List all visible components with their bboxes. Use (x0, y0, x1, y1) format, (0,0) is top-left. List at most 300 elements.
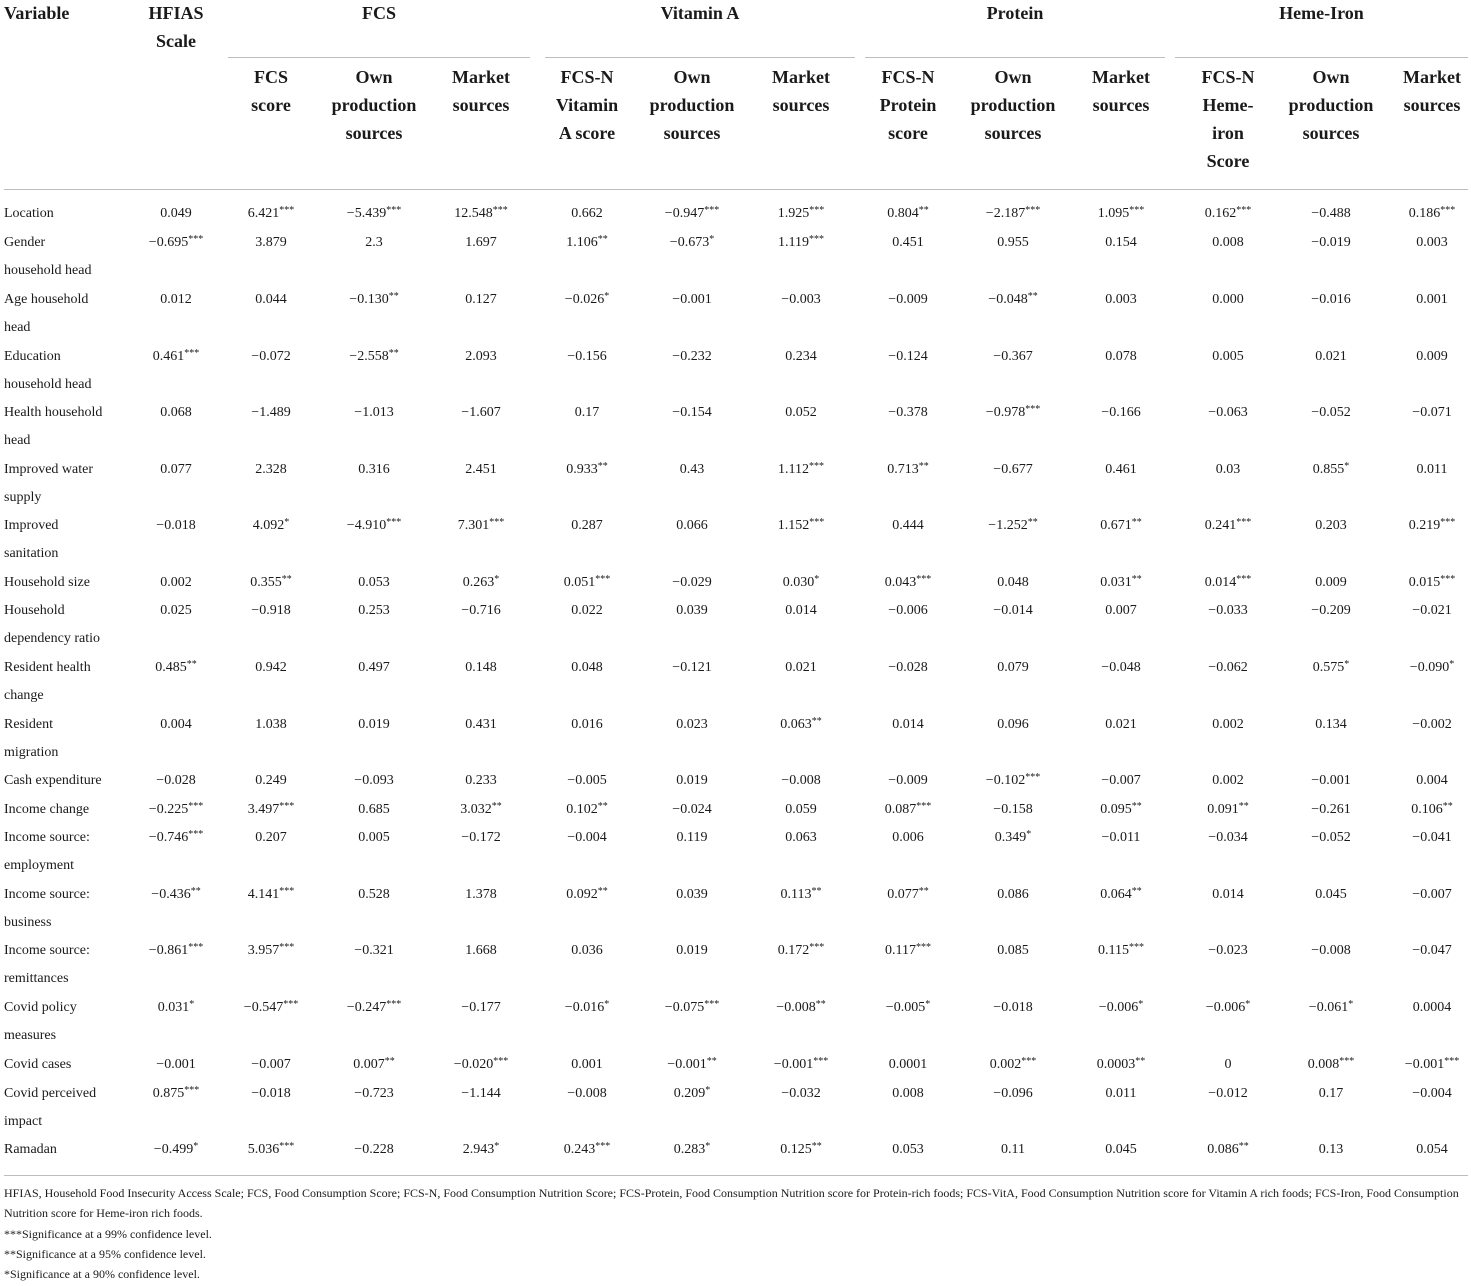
cell-value: 2.943 (462, 1142, 495, 1157)
cell-value: −0.232 (672, 349, 712, 364)
significance-stars: *** (1236, 574, 1252, 585)
table-cell (741, 200, 861, 229)
significance-stars: *** (1444, 1056, 1460, 1067)
cell-value: 0.162 (1204, 206, 1237, 221)
table-cell (953, 597, 1073, 625)
significance-stars: ** (706, 1056, 717, 1067)
table-cell (848, 937, 968, 966)
table-cell (1168, 711, 1288, 739)
significance-stars: *** (916, 574, 932, 585)
significance-stars: ** (388, 291, 399, 302)
table-cell (953, 512, 1073, 541)
cell-value: −0.072 (251, 349, 291, 364)
header-subcol-line: Own (355, 67, 393, 87)
cell-value: −0.488 (1311, 206, 1351, 221)
row-label (4, 229, 91, 285)
cell-value: 0.051 (563, 575, 596, 590)
cell-value: 0.015 (1408, 575, 1441, 590)
cell-value: 0.031 (157, 1000, 190, 1015)
header-subcol (213, 63, 329, 119)
significance-stars: ** (811, 1141, 822, 1152)
cell-value: 0.044 (255, 292, 287, 307)
table-cell (421, 399, 541, 427)
cell-value: 0.855 (1312, 462, 1345, 477)
row-label-line: impact (4, 1114, 43, 1129)
cell-value: −0.006 (1098, 1000, 1139, 1015)
table-cell (953, 1136, 1073, 1164)
table-cell (527, 1051, 647, 1079)
cell-value: 0.021 (1315, 349, 1347, 364)
cell-value: 0.241 (1204, 518, 1237, 533)
header-subcol-line: Market (452, 67, 510, 87)
table-cell (421, 200, 541, 229)
significance-stars: ** (190, 886, 201, 897)
table-cell (527, 229, 647, 258)
table-cell (741, 229, 861, 258)
row-label-line: employment (4, 858, 74, 873)
header-subcol-line: sources (345, 123, 403, 143)
cell-value: 0.066 (676, 518, 708, 533)
table-cell (421, 229, 541, 257)
table-cell (211, 569, 331, 598)
table-cell (1061, 569, 1181, 598)
cell-value: −0.918 (251, 603, 291, 618)
cell-value: 0.002 (989, 1057, 1022, 1072)
cell-value: −0.008 (776, 1000, 816, 1015)
cell-value: 0.086 (997, 887, 1029, 902)
cell-value: 0.0003 (1096, 1057, 1136, 1072)
table-cell (848, 654, 968, 682)
header-group-protein: Protein (986, 3, 1044, 23)
table-cell (741, 711, 861, 740)
cell-value: −0.047 (1412, 943, 1452, 958)
cell-value: −0.177 (461, 1000, 501, 1015)
cell-value: 0.263 (462, 575, 495, 590)
cell-value: 0.209 (673, 1086, 706, 1101)
header-subcol-line: Own (1312, 67, 1350, 87)
row-label-line: change (4, 688, 44, 703)
cell-value: 0.019 (676, 943, 708, 958)
cell-value: −0.673 (669, 235, 710, 250)
cell-value: 0.009 (1416, 349, 1448, 364)
cell-value: 0.079 (997, 660, 1029, 675)
significance-stars: *** (809, 942, 825, 953)
table-cell (632, 512, 752, 540)
cell-value: −0.048 (988, 292, 1028, 307)
cell-value: 0.008 (1212, 235, 1244, 250)
cell-value: 0.134 (1315, 717, 1347, 732)
significance-stars: *** (916, 801, 932, 812)
significance-stars: *** (1025, 205, 1041, 216)
cell-value: 5.036 (247, 1142, 280, 1157)
table-cell (421, 1051, 541, 1080)
header-subcol-line: score (888, 123, 928, 143)
cell-value: 0.063 (785, 830, 817, 845)
significance-stars: * (1026, 829, 1032, 840)
cell-value: −0.019 (1311, 235, 1351, 250)
row-label-line: Covid policy (4, 1000, 77, 1015)
significance-stars: ** (1238, 1141, 1249, 1152)
table-cell (421, 1136, 541, 1165)
cell-value: −0.023 (1208, 943, 1248, 958)
significance-stars: * (1344, 461, 1350, 472)
header-subcol-line: production (649, 95, 735, 115)
row-label-line: Covid cases (4, 1057, 72, 1072)
cell-value: 1.095 (1097, 206, 1130, 221)
cell-value: −2.187 (985, 206, 1026, 221)
significance-stars: *** (283, 999, 299, 1010)
table-cell (527, 286, 647, 315)
table-cell (1168, 767, 1288, 795)
significance-stars: *** (1236, 517, 1252, 528)
row-label-line: Location (4, 206, 54, 221)
cell-value: 0.006 (892, 830, 924, 845)
table-cell (741, 512, 861, 541)
cell-value: 0.287 (571, 518, 603, 533)
table-cell (527, 796, 647, 825)
table-cell (953, 569, 1073, 597)
header-subcol-line: sources (1092, 95, 1150, 115)
cell-value: −0.020 (453, 1057, 494, 1072)
table-cell (1061, 1051, 1181, 1080)
cell-value: 0.17 (1318, 1086, 1344, 1101)
table-cell (421, 343, 541, 371)
significance-stars: *** (386, 205, 402, 216)
row-label (4, 512, 58, 568)
cell-value: −0.166 (1101, 405, 1141, 420)
row-label (4, 937, 90, 993)
cell-value: 0.039 (676, 887, 708, 902)
significance-stars: * (709, 234, 715, 245)
cell-value: −0.009 (888, 773, 928, 788)
table-cell (1061, 597, 1181, 625)
cell-value: 0.036 (571, 943, 603, 958)
table-cell (741, 796, 861, 824)
table-cell (1168, 881, 1288, 909)
cell-value: 0.17 (574, 405, 600, 420)
cell-value: 0.11 (1001, 1142, 1025, 1157)
cell-value: 0.030 (782, 575, 815, 590)
header-subcol-line: production (1288, 95, 1374, 115)
header-rule (4, 189, 1468, 190)
cell-value: 0.043 (884, 575, 917, 590)
table-cell (314, 1136, 434, 1164)
table-cell (1061, 1136, 1181, 1164)
table-cell (848, 229, 968, 257)
header-subcol (1374, 63, 1471, 119)
table-cell (1372, 200, 1471, 229)
significance-stars: * (604, 999, 610, 1010)
table-cell (848, 569, 968, 598)
table-cell (314, 569, 434, 597)
table-cell (211, 200, 331, 229)
cell-value: 0.063 (780, 717, 812, 732)
table-cell (527, 767, 647, 795)
cell-value: 6.421 (247, 206, 280, 221)
header-hfias-line: HFIAS (148, 3, 204, 23)
significance-stars: * (189, 999, 195, 1010)
header-subcol (1273, 63, 1389, 147)
row-label-line: Income source: (4, 943, 90, 958)
header-subcol (316, 63, 432, 147)
significance-stars: *** (188, 801, 204, 812)
table-cell (953, 399, 1073, 428)
table-cell (527, 569, 647, 598)
cell-value: 0.096 (997, 717, 1029, 732)
table-cell (1061, 796, 1181, 825)
table-cell (527, 399, 647, 427)
header-subcol-line: Market (772, 67, 830, 87)
table-cell (848, 1080, 968, 1108)
cell-value: −0.209 (1311, 603, 1351, 618)
table-cell (632, 286, 752, 314)
cell-value: 0.008 (1307, 1057, 1340, 1072)
significance-stars: *** (279, 942, 295, 953)
significance-stars: *** (808, 234, 824, 245)
table-cell (848, 200, 968, 229)
cell-value: −0.034 (1208, 830, 1248, 845)
row-label-line: Ramadan (4, 1142, 57, 1157)
cell-value: 0.316 (358, 462, 390, 477)
table-cell (314, 229, 434, 257)
cell-value: 0.012 (160, 292, 192, 307)
cell-value: −0.001 (773, 1057, 814, 1072)
table-cell (632, 1080, 752, 1109)
row-label (4, 824, 90, 880)
cell-value: −1.489 (251, 405, 291, 420)
table-cell (953, 824, 1073, 853)
table-cell (848, 767, 968, 795)
row-label (4, 399, 102, 455)
header-subcol (529, 63, 645, 147)
cell-value: 2.093 (465, 349, 497, 364)
significance-stars: ** (1442, 801, 1453, 812)
table-cell (953, 767, 1073, 796)
header-subcol-line: sources (452, 95, 510, 115)
significance-stars: * (814, 574, 820, 585)
significance-stars: ** (1131, 886, 1142, 897)
cell-value: 0.059 (785, 802, 817, 817)
table-cell (211, 597, 331, 625)
cell-value: 0.031 (1100, 575, 1132, 590)
table-cell (632, 569, 752, 597)
table-cell (953, 286, 1073, 315)
table-cell (314, 824, 434, 852)
table-cell (421, 937, 541, 965)
header-subcol-line: sources (984, 123, 1042, 143)
table-cell (632, 824, 752, 852)
significance-stars: *** (809, 205, 825, 216)
table-cell (1168, 597, 1288, 625)
table-cell (1168, 654, 1288, 682)
table-cell (421, 711, 541, 739)
table-cell (421, 569, 541, 598)
table-cell (741, 1080, 861, 1108)
table-cell (1372, 597, 1471, 625)
table-cell (1372, 937, 1471, 965)
cell-value: 0.461 (1105, 462, 1137, 477)
cell-value: 0.03 (1215, 462, 1241, 477)
header-subcol (955, 63, 1071, 147)
cell-value: 0.233 (465, 773, 497, 788)
row-label-line: household head (4, 377, 92, 392)
header-subcol-line: Vitamin (555, 95, 619, 115)
table-cell (421, 767, 541, 795)
cell-value: 0.014 (785, 603, 817, 618)
footnote: *Significance at a 90% confidence level. (4, 1267, 200, 1281)
table-cell (848, 512, 968, 540)
cell-value: 0.087 (884, 802, 917, 817)
significance-stars: * (1449, 659, 1455, 670)
cell-value: 0.127 (465, 292, 497, 307)
table-cell (953, 343, 1073, 371)
row-label-line: dependency ratio (4, 631, 101, 646)
table-cell (314, 286, 434, 315)
header-subcol-line: Market (1403, 67, 1461, 87)
cell-value: 0.485 (155, 660, 187, 675)
table-cell (527, 343, 647, 371)
cell-value: 0.875 (152, 1086, 185, 1101)
table-cell (314, 711, 434, 739)
table-cell (1061, 994, 1181, 1023)
table-cell (1061, 512, 1181, 541)
cell-value: 0.053 (358, 575, 390, 590)
table-cell (1372, 654, 1471, 683)
significance-stars: ** (597, 886, 608, 897)
table-cell (1372, 824, 1471, 852)
cell-value: 0.048 (571, 660, 603, 675)
cell-value: 0.064 (1100, 887, 1132, 902)
footnote: **Significance at a 95% confidence level. (4, 1247, 206, 1261)
cell-value: 0.002 (1212, 717, 1244, 732)
table-cell (632, 343, 752, 371)
table-cell (211, 286, 331, 314)
significance-stars: ** (597, 234, 608, 245)
table-cell (314, 1080, 434, 1108)
cell-value: −0.071 (1412, 405, 1452, 420)
cell-value: −0.247 (346, 1000, 387, 1015)
header-subcol-line: production (331, 95, 417, 115)
table-cell (527, 824, 647, 852)
table-cell (527, 654, 647, 682)
cell-value: 0.011 (1105, 1086, 1137, 1101)
table-cell (527, 597, 647, 625)
cell-value: 0.804 (887, 206, 919, 221)
cell-value: 0.575 (1312, 660, 1345, 675)
cell-value: 0.005 (1212, 349, 1244, 364)
cell-value: 0.431 (465, 717, 497, 732)
table-cell (741, 343, 861, 371)
table-cell (953, 994, 1073, 1022)
table-cell (1061, 937, 1181, 966)
table-cell (1372, 711, 1471, 739)
significance-stars: * (193, 1141, 199, 1152)
cell-value: −0.016 (564, 1000, 605, 1015)
significance-stars: *** (184, 348, 200, 359)
table-cell (211, 456, 331, 484)
significance-stars: *** (386, 517, 402, 528)
significance-stars: *** (704, 999, 720, 1010)
cell-value: 0.349 (994, 830, 1027, 845)
row-label-line: Improved (4, 518, 59, 533)
row-label-line: Gender (4, 235, 46, 250)
table-cell (1372, 512, 1471, 541)
cell-value: 0.004 (1416, 773, 1448, 788)
cell-value: 0.054 (1416, 1142, 1448, 1157)
table-cell (953, 881, 1073, 909)
cell-value: 7.301 (457, 518, 490, 533)
table-cell (632, 994, 752, 1023)
significance-stars: ** (1135, 1056, 1146, 1067)
header-subcol (743, 63, 859, 119)
cell-value: −0.024 (672, 802, 712, 817)
cell-value: −0.499 (153, 1142, 194, 1157)
cell-value: 0.007 (1105, 603, 1137, 618)
row-label-line: Cash expenditure (4, 773, 102, 788)
cell-value: 0.461 (152, 349, 185, 364)
table-cell (527, 200, 647, 228)
header-subcol-line: Own (994, 67, 1032, 87)
cell-value: 0.022 (571, 603, 603, 618)
cell-value: −0.048 (1101, 660, 1141, 675)
table-cell (848, 1136, 968, 1164)
cell-value: 0.113 (780, 887, 812, 902)
significance-stars: *** (188, 234, 204, 245)
header-subcol-line: sources (1302, 123, 1360, 143)
significance-stars: * (1344, 659, 1350, 670)
table-cell (527, 512, 647, 540)
significance-stars: ** (811, 886, 822, 897)
cell-value: 0.172 (777, 943, 810, 958)
cell-value: 1.925 (777, 206, 810, 221)
cell-value: −0.156 (567, 349, 607, 364)
table-cell (211, 654, 331, 682)
cell-value: 0.186 (1408, 206, 1441, 221)
table-cell (421, 597, 541, 625)
row-label-line: Household (4, 603, 65, 618)
cell-value: 0.016 (571, 717, 603, 732)
table-cell (211, 824, 331, 852)
cell-value: 0.444 (892, 518, 924, 533)
cell-value: −0.041 (1412, 830, 1452, 845)
cell-value: −0.001 (667, 1057, 707, 1072)
row-label-line: Income source: (4, 830, 90, 845)
cell-value: −0.124 (888, 349, 928, 364)
cell-value: 0.045 (1105, 1142, 1137, 1157)
cell-value: −0.102 (985, 773, 1026, 788)
table-cell (848, 796, 968, 825)
table-cell (1168, 512, 1288, 541)
cell-value: −0.001 (672, 292, 712, 307)
row-label-line: Age household (4, 292, 89, 307)
header-subcol (1063, 63, 1179, 119)
cell-value: −0.005 (885, 1000, 926, 1015)
table-cell (953, 937, 1073, 965)
row-label (4, 994, 77, 1050)
table-cell (741, 456, 861, 485)
cell-value: 1.152 (777, 518, 810, 533)
cell-value: −0.378 (888, 405, 928, 420)
cell-value: 1.106 (566, 235, 598, 250)
cell-value: 0.052 (785, 405, 817, 420)
significance-stars: ** (597, 461, 608, 472)
table-cell (848, 711, 968, 739)
cell-value: −0.746 (148, 830, 189, 845)
significance-stars: ** (281, 574, 292, 585)
table-cell (211, 1051, 331, 1079)
table-cell (953, 229, 1073, 257)
cell-value: 1.378 (465, 887, 497, 902)
